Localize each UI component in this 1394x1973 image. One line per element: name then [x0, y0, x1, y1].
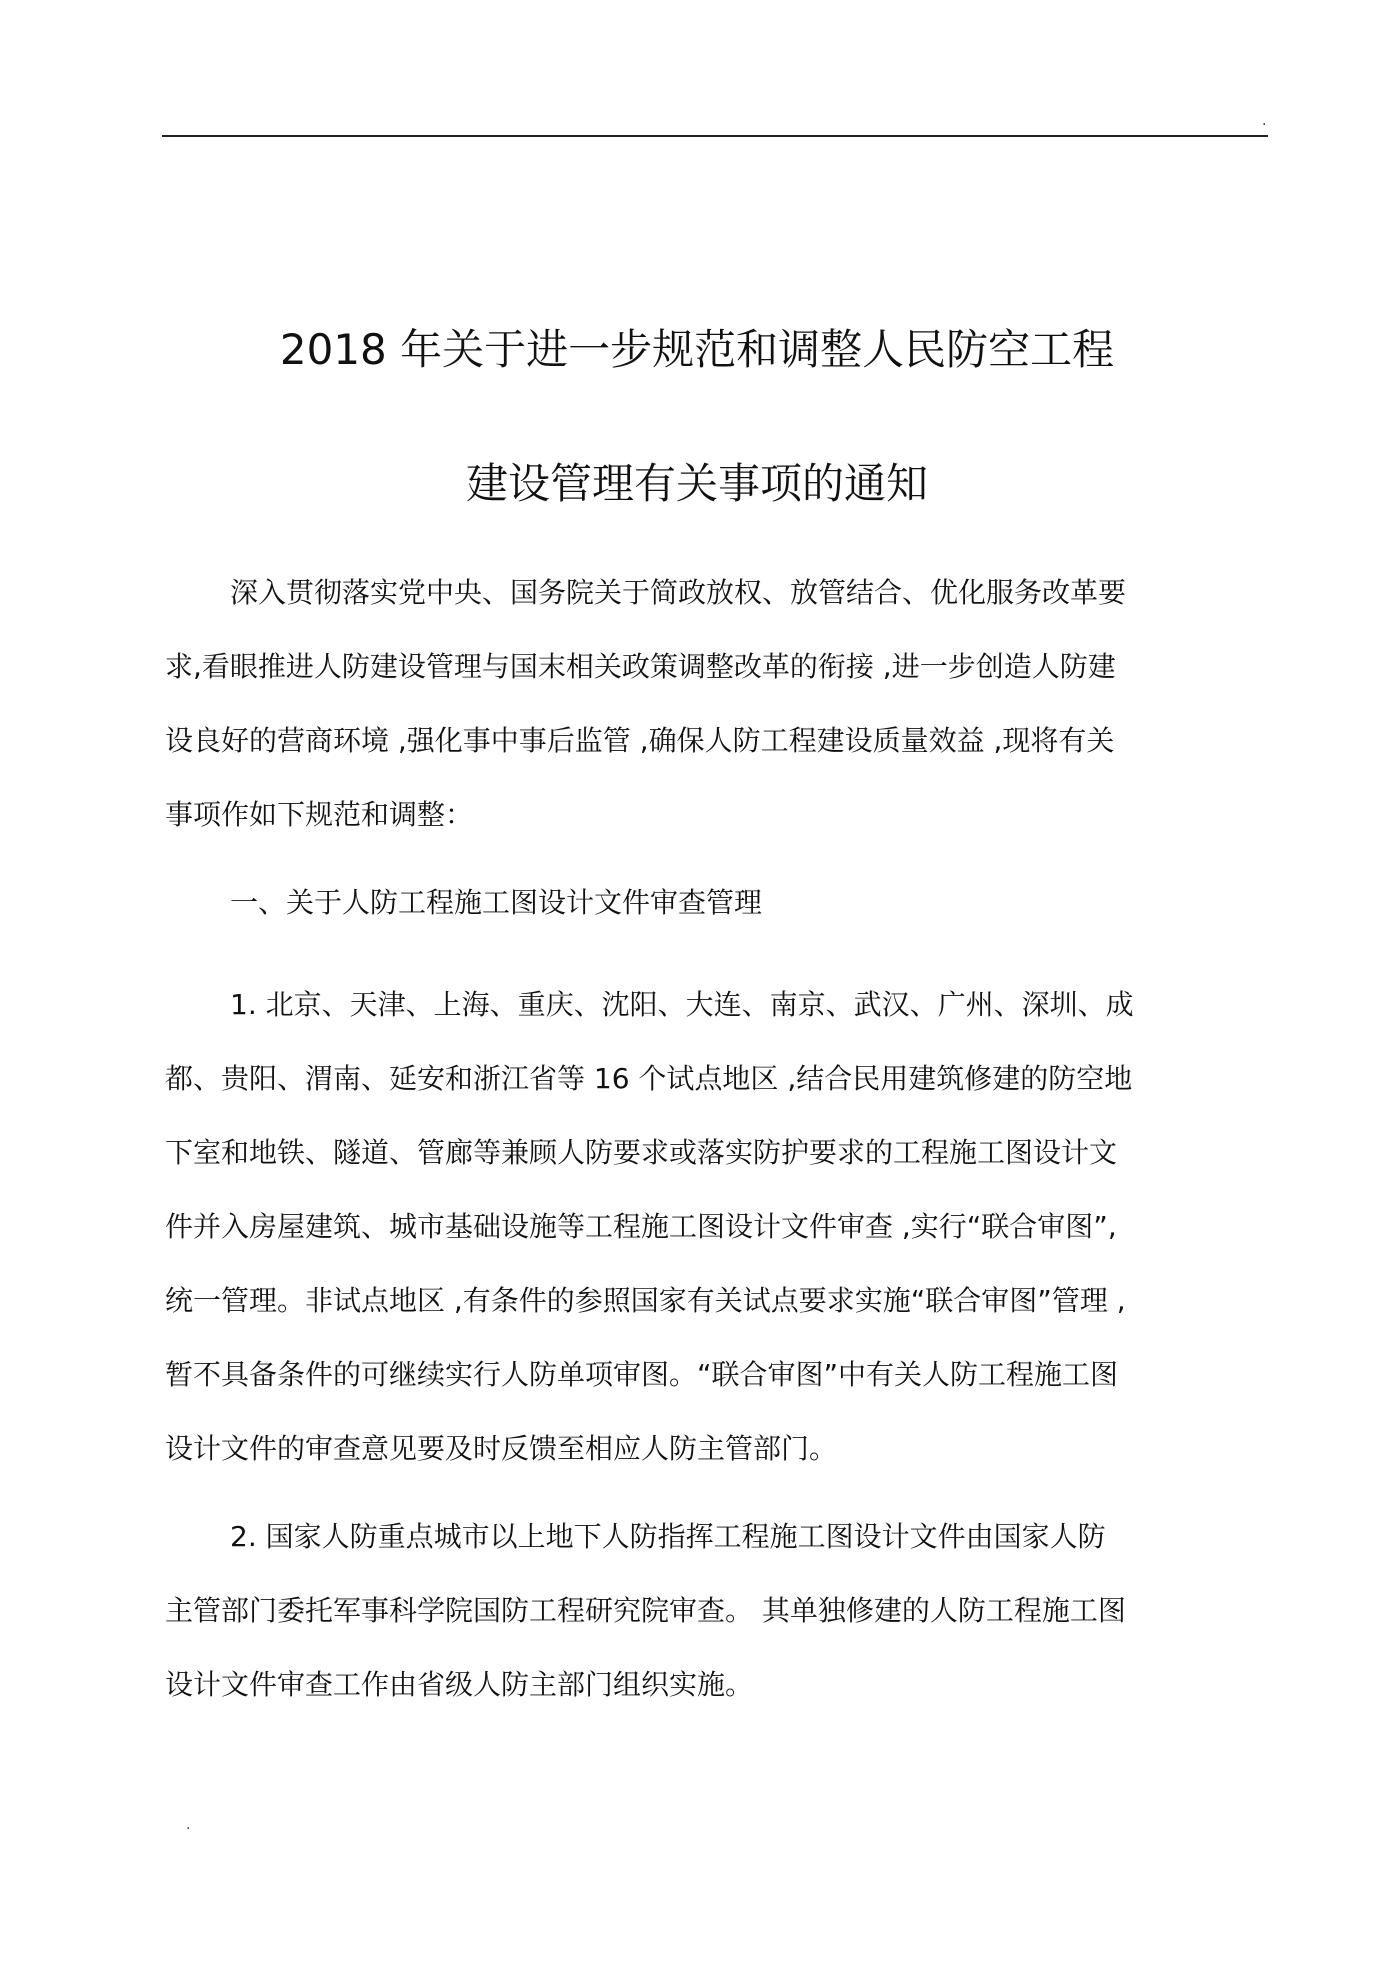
item-2-line: 2. 国家人防重点城市以上地下人防指挥工程施工图设计文件由国家人防 [230, 1520, 1106, 1553]
intro-line: 设良好的营商环境 ,强化事中事后监管 ,确保人防工程建设质量效益 ,现将有关 [165, 724, 1115, 757]
intro-line: 深入贯彻落实党中央、国务院关于简政放权、放管结合、优化服务改革要 [230, 576, 1127, 609]
item-2-line: 设计文件审查工作由省级人防主部门组织实施。 [165, 1668, 754, 1701]
item-1-line: 下室和地铁、隧道、管廊等兼顾人防要求或落实防护要求的工程施工图设计文 [165, 1136, 1118, 1169]
document-title-line-2: 建设管理有关事项的通知 [465, 459, 928, 508]
intro-line: 事项作如下规范和调整： [165, 798, 474, 831]
item-1-line: 暂不具备条件的可继续实行人防单项审图。“联合审图”中有关人防工程施工图 [165, 1358, 1119, 1391]
intro-line: 求,看眼推进人防建设管理与国末相关政策调整改革的衔接 ,进一步创造人防建 [165, 650, 1116, 683]
document-title-line-1: 2018 年关于进一步规范和调整人民防空工程 [279, 325, 1115, 374]
item-1-line: 统一管理。非试点地区 ,有条件的参照国家有关试点要求实施“联合审图”管理 , [165, 1284, 1126, 1317]
item-1-line: 件并入房屋建筑、城市基础设施等工程施工图设计文件审查 ,实行“联合审图”, [165, 1210, 1117, 1243]
item-1-line: 1. 北京、天津、上海、重庆、沈阳、大连、南京、武汉、广州、深圳、成 [230, 988, 1134, 1021]
item-1-line: 都、贵阳、渭南、延安和浙江省等 16 个试点地区 ,结合民用建筑修建的防空地 [165, 1062, 1133, 1095]
header-corner-mark: . [1262, 113, 1267, 129]
header-rule [162, 135, 1268, 137]
section-heading: 一、关于人防工程施工图设计文件审查管理 [230, 886, 763, 919]
footer-corner-mark: . [186, 1817, 191, 1833]
item-2-line: 主管部门委托军事科学院国防工程研究院审查。 其单独修建的人防工程施工图 [165, 1594, 1126, 1627]
item-1-line: 设计文件的审查意见要及时反馈至相应人防主管部门。 [165, 1432, 838, 1465]
